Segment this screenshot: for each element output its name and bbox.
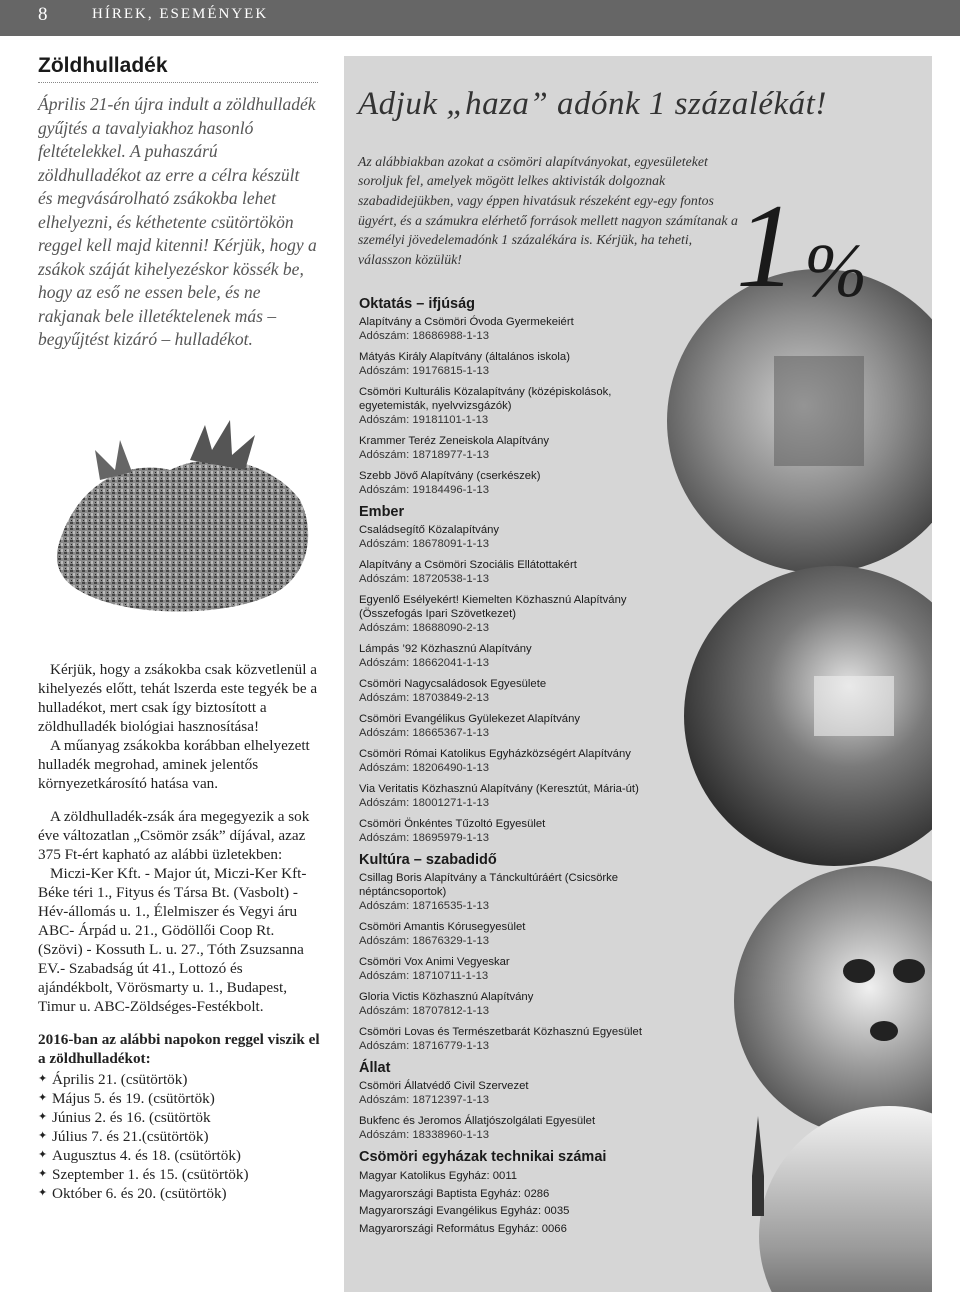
dates-list xyxy=(38,1070,320,1203)
church-codes xyxy=(359,1168,659,1238)
list-item: Csömöri Lovas és Természetbarát Közhasznú Egyesület Adószám: 18716779-1-13 xyxy=(359,1026,642,1052)
list-item: Magyar Katolikus Egyház: 0011 xyxy=(359,1170,518,1182)
paragraph: Kérjük, hogy a zsákokba csak közvetlenül a kihelyezés előtt, tehát lszerda este tegyék be a hulladékot, mert csak így biztosított a zöldhulladék biológiai hasznosítása! xyxy=(38,661,318,735)
title-divider xyxy=(38,82,318,83)
list-item: Csömöri Kulturális Közalapítvány (középiskolások, egyetemisták, nyelvvizsgázók) Adószám: 19181101-1-13 xyxy=(359,386,612,426)
star-bullet-icon: ✦ xyxy=(38,1149,48,1161)
list-item: Magyarországi Baptista Egyház: 0286 xyxy=(359,1187,550,1200)
list-item: Mátyás Király Alapítvány (általános iskola) Adószám: 19176815-1-13 xyxy=(359,351,570,377)
list-item: Csömöri Nagycsaládosok Egyesülete Adószám: 18703849-2-13 xyxy=(359,678,547,704)
list-item: Csömöri Amantis Kórusegyesület Adószám: 18676329-1-13 xyxy=(359,921,526,947)
list-item: ✦ Június 2. és 16. (csütörtök xyxy=(38,1109,211,1126)
list-item: ✦ Május 5. és 19. (csütörtök) xyxy=(38,1090,215,1107)
star-bullet-icon: ✦ xyxy=(38,1168,48,1180)
category-heading: Kultúra – szabadidő xyxy=(359,852,497,868)
list-item: Csömöri Vox Animi Vegyeskar Adószám: 18710711-1-13 xyxy=(359,956,510,982)
list-item: Egyenlő Esélyekért! Kiemelten Közhasznú Alapítvány (Összefogás Ipari Szövetkezet) Adószám: 18688090-2-13 xyxy=(359,594,627,634)
list-item: Bukfenc és Jeromos Állatjószolgálati Egyesület Adószám: 18338960-1-13 xyxy=(359,1115,596,1141)
paragraph: A zöldhulladék-zsák ára megegyezik a sok éve változatlan „Csömör zsák” díjával, azaz 375 Ft-ért kapható az alábbi üzletekben: xyxy=(38,808,310,863)
percent-sign: % xyxy=(804,229,868,313)
paragraph: A műanyag zsákokba korábban elhelyezett hulladék megrohad, aminek jelentős környezetkárosító hatása van. xyxy=(38,737,310,792)
section-title: HÍREK, ESEMÉNYEK xyxy=(92,6,269,22)
list-item: Csömöri Római Katolikus Egyházközségért Alapítvány Adószám: 18206490-1-13 xyxy=(359,748,631,774)
tax-one-percent-panel xyxy=(344,56,932,1292)
list-item: Gloria Victis Közhasznú Alapítvány Adószám: 18707812-1-13 xyxy=(359,991,534,1017)
star-bullet-icon: ✦ xyxy=(38,1111,48,1123)
list-item: Családsegítő Közalapítvány Adószám: 18678091-1-13 xyxy=(359,524,500,550)
list-item: Magyarországi Református Egyház: 0066 xyxy=(359,1222,567,1235)
list-item: Csömöri Evangélikus Gyülekezet Alapítvány Adószám: 18665367-1-13 xyxy=(359,713,581,739)
category-heading: Ember xyxy=(359,504,405,520)
star-bullet-icon: ✦ xyxy=(38,1187,48,1199)
category-heading: Állat xyxy=(359,1060,391,1076)
article-title: Zöldhulladék xyxy=(38,54,168,77)
list-item: Csillag Boris Alapítvány a Tánckultúráért (Csicsörke néptáncsoportok) Adószám: 18716535-1-13 xyxy=(359,872,619,912)
panel-title: Adjuk „haza” adónk 1 százalékát! xyxy=(358,86,827,122)
organization-list xyxy=(359,290,659,1238)
list-item: Krammer Teréz Zeneiskola Alapítvány Adószám: 18718977-1-13 xyxy=(359,435,550,461)
category-heading: Oktatás – ifjúság xyxy=(359,296,476,312)
dates-heading: 2016-ban az alábbi napokon reggel viszik el a zöldhulladékot: xyxy=(38,1031,320,1067)
shop-list: Miczi-Ker Kft. - Major út, Miczi-Ker Kft- Béke téri 1., Fityus és Társa Bt. (Vasbolt) -Hév-állomás u. 1., Élelmiszer és Vegyi áru ABC- Árpád u. 21., Gödöllői Coop Rt. (Szövi) - Kossuth L. u. 27., Tóth Zsuzsanna EV.- Szabadság út 41., Lottozó és ajándékbolt, Vörösmarty u. 1., Budapest, Timur u. ABC-Zöldséges-Festékbolt. xyxy=(38,865,307,1015)
list-item: Magyarországi Evangélikus Egyház: 0035 xyxy=(359,1205,570,1217)
list-item: Csömöri Önkéntes Tűzoltó Egyesület Adószám: 18695979-1-13 xyxy=(359,818,546,844)
list-item: Lámpás ’92 Közhasznú Alapítvány Adószám: 18662041-1-13 xyxy=(359,643,532,669)
star-bullet-icon: ✦ xyxy=(38,1073,48,1085)
list-item: ✦ Október 6. és 20. (csütörtök) xyxy=(38,1185,227,1202)
list-item: ✦ Augusztus 4. és 18. (csütörtök) xyxy=(38,1147,241,1164)
star-bullet-icon: ✦ xyxy=(38,1130,48,1142)
article-intro: Április 21-én újra indult a zöldhulladék gyűjtés a tavalyiakhoz hasonló feltételekkel. A puhaszárú zöldhulladékot az erre a célra készült és megvásárolható zsákokba lehet elhelyezni, és kéthetente csütörtökön reggel kell majd kitenni! Kérjük, hogy a zsákok száját kihelyezéskor kössék be, hogy az eső ne essen bele, és ne rakjanak bele illetéktelenek más – begyűjtést kizáró – hulladékot. xyxy=(38,94,317,349)
list-item: ✦ Július 7. és 21.(csütörtök) xyxy=(38,1128,209,1145)
article-green-waste xyxy=(38,54,318,352)
one-percent-graphic xyxy=(736,176,906,316)
list-item: Csömöri Állatvédő Civil Szervezet Adószám: 18712397-1-13 xyxy=(359,1080,529,1106)
list-item: ✦ Szeptember 1. és 15. (csütörtök) xyxy=(38,1166,249,1183)
percent-digit: 1 xyxy=(736,179,796,312)
article-body xyxy=(38,660,320,1203)
list-item: Szebb Jövő Alapítvány (cserkészek) Adószám: 19184496-1-13 xyxy=(359,470,541,496)
church-heading: Csömöri egyházak technikai számai xyxy=(359,1149,607,1165)
panel-intro: Az alábbiakban azokat a csömöri alapítványokat, egyesületeket soroljuk fel, amelyek mögött lelkes aktivisták dolgoznak szabadidejükben, vagy éppen hivatásuk részeként egy-egy fontos ügyért, és a számukra elérhető források mellett nagyon számítanak a személyi jövedelemadónk 1 százalékára is. Kérjük, ha teheti, válasszon közülük! xyxy=(358,153,738,267)
grass-clippings-image xyxy=(40,420,318,620)
list-item: Alapítvány a Csömöri Szociális Ellátottakért Adószám: 18720538-1-13 xyxy=(359,559,577,585)
star-bullet-icon: ✦ xyxy=(38,1092,48,1104)
list-item: ✦ Április 21. (csütörtök) xyxy=(38,1071,188,1088)
list-item: Alapítvány a Csömöri Óvoda Gyermekeiért Adószám: 18686988-1-13 xyxy=(359,316,574,342)
page-number: 8 xyxy=(38,4,48,25)
list-item: Via Veritatis Közhasznú Alapítvány (Keresztút, Mária-út) Adószám: 18001271-1-13 xyxy=(359,783,639,809)
page-header xyxy=(0,0,960,36)
